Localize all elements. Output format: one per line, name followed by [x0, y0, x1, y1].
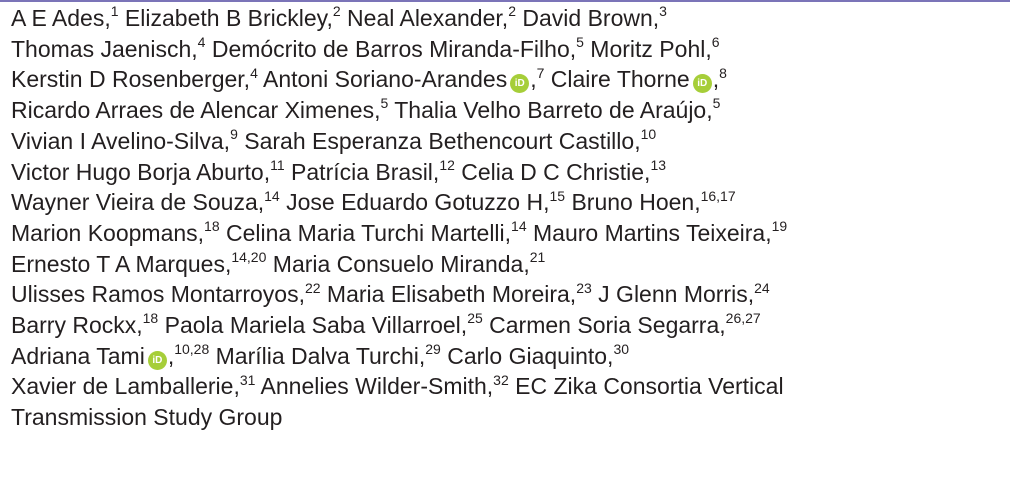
affiliation-superscript: 22 — [304, 279, 321, 296]
author-text: Carmen Soria Segarra, — [482, 312, 726, 339]
author-text: Thomas Jaenisch, — [11, 35, 198, 62]
affiliation-superscript: 14 — [511, 218, 527, 235]
affiliation-superscript: 13 — [650, 156, 667, 173]
affiliation-superscript: 4 — [197, 34, 206, 51]
author-text: Maria Consuelo Miranda, — [266, 250, 530, 277]
author-text: Claire Thorne — [544, 66, 690, 93]
author-line — [11, 157, 1006, 188]
author-line — [11, 64, 1006, 95]
affiliation-superscript: 9 — [230, 126, 238, 143]
author-text: Ulisses Ramos Montarroyos, — [11, 281, 305, 308]
author-text: Jose Eduardo Gotuzzo H, — [279, 189, 550, 216]
author-line — [11, 249, 1006, 280]
orcid-icon[interactable]: iD — [693, 74, 712, 93]
author-text: Marion Koopmans, — [11, 219, 205, 246]
author-text: Elizabeth B Brickley, — [118, 5, 333, 31]
author-line — [11, 187, 1006, 218]
affiliation-superscript: 14 — [264, 187, 280, 204]
affiliation-superscript: 2 — [508, 3, 516, 20]
author-line — [11, 402, 1006, 433]
affiliation-superscript: 25 — [467, 310, 483, 327]
affiliation-superscript: 6 — [711, 34, 720, 51]
author-text: Kerstin D Rosenberger, — [11, 66, 251, 93]
author-text: Transmission Study Group — [11, 404, 283, 431]
author-text: Neal Alexander, — [340, 5, 509, 31]
author-text: Antoni Soriano-Arandes — [257, 66, 508, 93]
affiliation-superscript: 26,27 — [725, 310, 761, 327]
affiliation-superscript: 10,28 — [174, 341, 210, 358]
affiliation-superscript: 1 — [110, 3, 119, 20]
affiliation-superscript: 5 — [712, 95, 721, 112]
orcid-icon[interactable]: iD — [148, 351, 167, 370]
affiliation-superscript: 18 — [142, 310, 159, 327]
affiliation-superscript: 14,20 — [231, 248, 267, 265]
author-text: Thalia Velho Barreto de Araújo, — [388, 97, 713, 124]
author-text: , — [530, 66, 537, 93]
affiliation-superscript: 30 — [613, 341, 630, 358]
author-text: Victor Hugo Borja Aburto, — [11, 158, 271, 185]
affiliation-superscript: 31 — [239, 371, 256, 388]
affiliation-superscript: 7 — [536, 64, 545, 81]
author-text: EC Zika Consortia Vertical — [508, 373, 784, 400]
affiliation-superscript: 12 — [439, 156, 455, 173]
author-line — [11, 218, 1006, 249]
author-text: Mauro Martins Teixeira, — [526, 219, 772, 246]
affiliation-superscript: 21 — [529, 248, 546, 265]
affiliation-superscript: 5 — [380, 95, 389, 112]
author-text: Patrícia Brasil, — [284, 158, 440, 185]
author-text: A E Ades, — [11, 5, 111, 31]
author-text: Adriana Tami — [11, 342, 145, 369]
affiliation-superscript: 4 — [250, 64, 258, 81]
affiliation-superscript: 16,17 — [700, 187, 736, 204]
affiliation-superscript: 5 — [576, 34, 584, 51]
author-text: Paola Mariela Saba Villarroel, — [158, 312, 468, 339]
author-text: Ricardo Arraes de Alencar Ximenes, — [11, 97, 381, 124]
affiliation-superscript: 19 — [771, 218, 788, 235]
author-text: David Brown, — [515, 5, 660, 31]
author-text: Wayner Vieira de Souza, — [11, 189, 265, 216]
author-text: Celina Maria Turchi Martelli, — [219, 219, 512, 246]
author-text: Barry Rockx, — [11, 312, 143, 339]
affiliation-superscript: 8 — [719, 64, 727, 81]
author-text: Sarah Esperanza Bethencourt Castillo, — [237, 127, 641, 154]
author-text: Celia D C Christie, — [454, 158, 651, 185]
author-line — [11, 126, 1006, 157]
author-text: Xavier de Lamballerie, — [11, 373, 240, 400]
affiliation-superscript: 24 — [754, 279, 770, 296]
author-line — [11, 95, 1006, 126]
author-line — [11, 3, 1006, 34]
affiliation-superscript: 15 — [549, 187, 566, 204]
affiliation-superscript: 2 — [332, 3, 341, 20]
author-text: , — [167, 342, 175, 369]
orcid-icon[interactable]: iD — [510, 74, 529, 93]
author-line — [11, 371, 1006, 402]
author-text: Maria Elisabeth Moreira, — [320, 281, 577, 308]
author-list — [11, 3, 1006, 433]
affiliation-superscript: 23 — [576, 279, 592, 296]
author-text: , — [712, 66, 720, 93]
author-text: Moritz Pohl, — [583, 35, 712, 62]
author-text: Ernesto T A Marques, — [11, 250, 232, 277]
author-text: J Glenn Morris, — [591, 281, 755, 308]
affiliation-superscript: 10 — [640, 126, 657, 143]
header-rule — [0, 0, 1010, 2]
affiliation-superscript: 11 — [270, 156, 285, 173]
author-text: Demócrito de Barros Miranda-Filho, — [205, 35, 577, 62]
author-line — [11, 34, 1006, 65]
affiliation-superscript: 3 — [659, 3, 667, 20]
author-line — [11, 279, 1006, 310]
affiliation-superscript: 29 — [425, 341, 441, 358]
author-text: Annelies Wilder-Smith, — [255, 373, 494, 400]
author-line — [11, 310, 1006, 341]
author-line — [11, 341, 1006, 372]
affiliation-superscript: 32 — [493, 371, 509, 388]
author-text: Marília Dalva Turchi, — [209, 342, 426, 369]
author-text: Carlo Giaquinto, — [440, 342, 614, 369]
author-text: Bruno Hoen, — [565, 189, 701, 216]
author-text: Vivian I Avelino-Silva, — [11, 127, 231, 154]
affiliation-superscript: 18 — [204, 218, 220, 235]
